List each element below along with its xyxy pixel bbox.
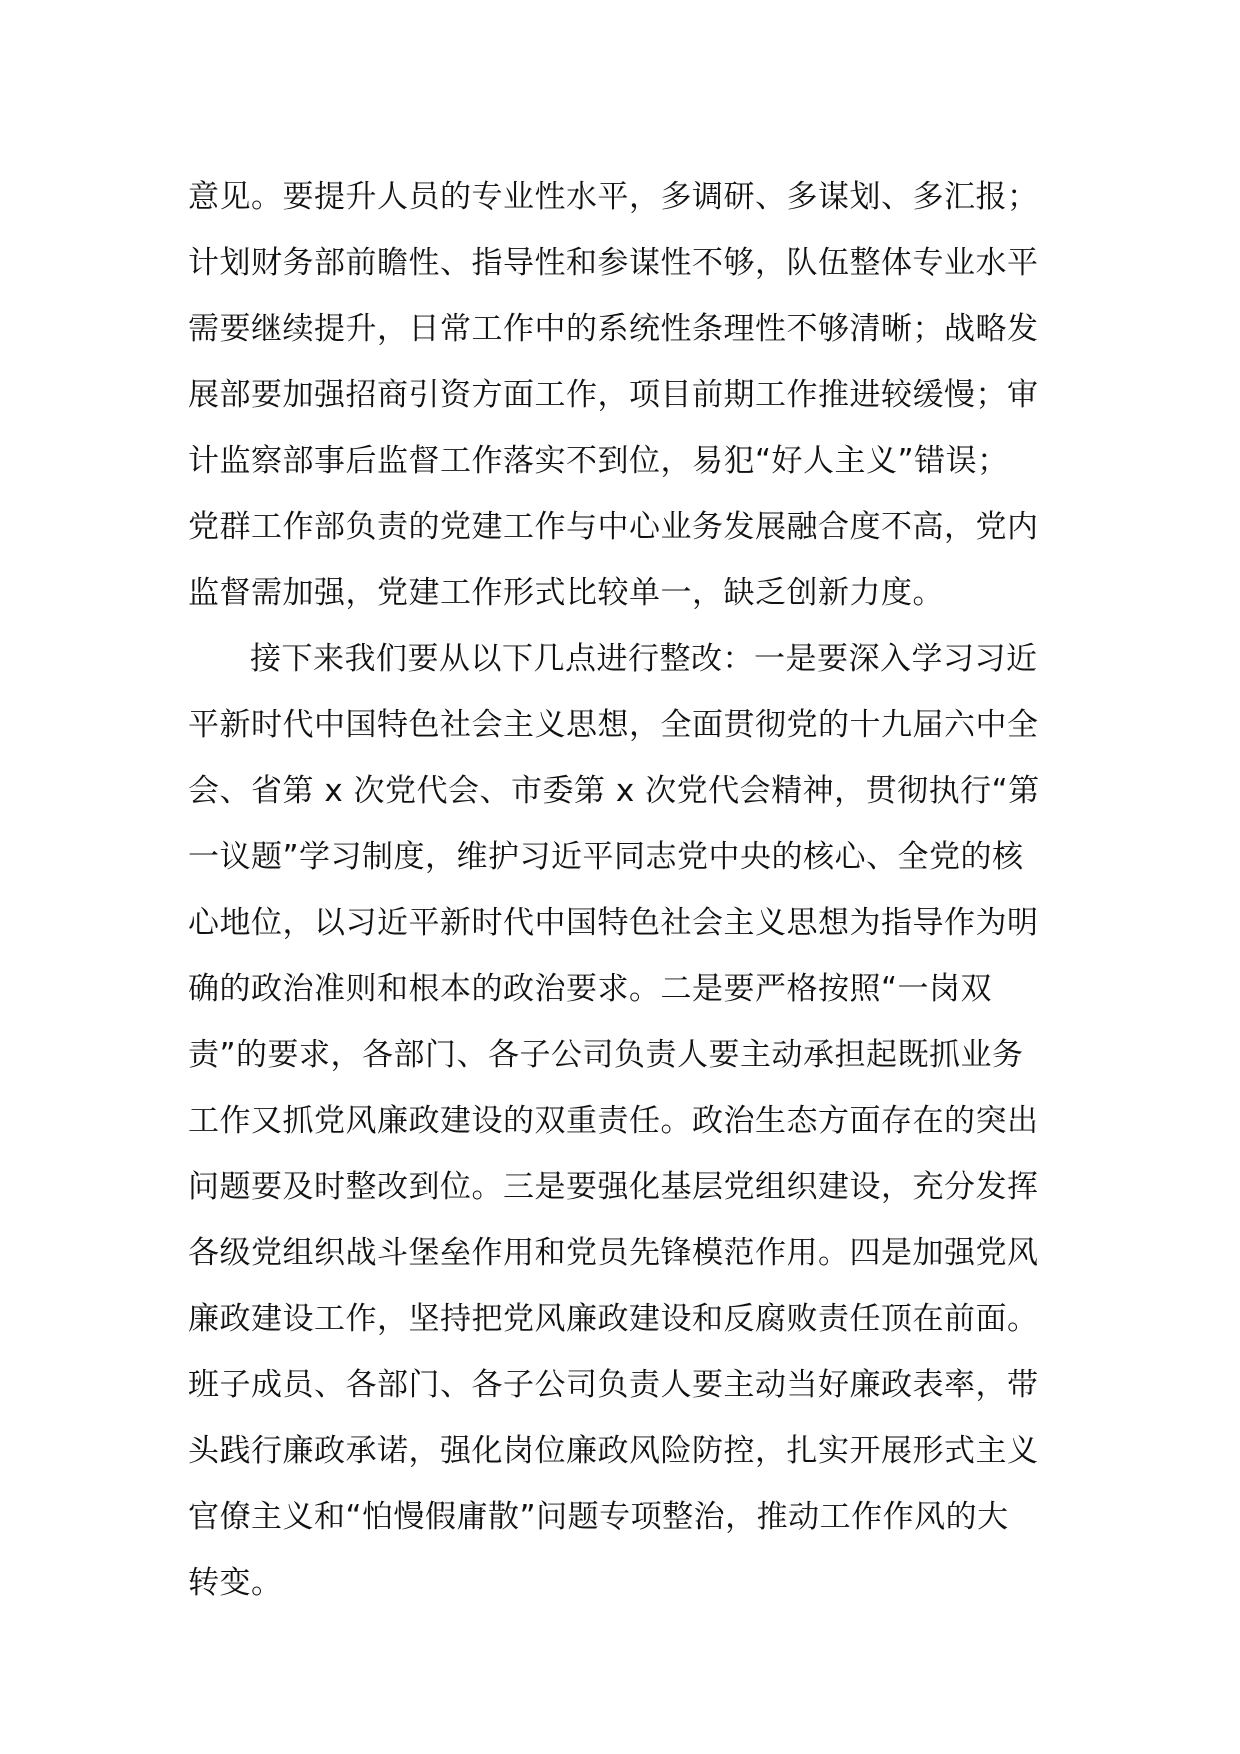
paragraph-line: 确的政治准则和根本的政治要求。二是要严格按照“一岗双	[188, 971, 993, 1007]
paragraph-line: 一议题”学习制度，维护习近平同志党中央的核心、全党的核	[188, 839, 1024, 875]
paragraph-line: 心地位，以习近平新时代中国特色社会主义思想为指导作为明	[188, 905, 1039, 941]
paragraph-line: 会、省第 x 次党代会、市委第 x 次党代会精神，贯彻执行“第	[188, 773, 1040, 809]
paragraph-line: 官僚主义和“怕慢假庸散”问题专项整治，推动工作作风的大	[188, 1499, 1009, 1535]
paragraph-line: 各级党组织战斗堡垒作用和党员先锋模范作用。四是加强党风	[188, 1235, 1039, 1271]
paragraph-line: 需要继续提升，日常工作中的系统性条理性不够清晰；战略发	[188, 311, 1039, 347]
paragraph-line: 意见。要提升人员的专业性水平，多调研、多谋划、多汇报；	[188, 179, 1039, 215]
document-body	[188, 164, 1060, 1616]
paragraph-line: 工作又抓党风廉政建设的双重责任。政治生态方面存在的突出	[188, 1103, 1039, 1139]
paragraph-2	[188, 626, 1060, 1616]
paragraph-line-first: 接下来我们要从以下几点进行整改：一是要深入学习习近	[250, 641, 1038, 677]
paragraph-line: 展部要加强招商引资方面工作，项目前期工作推进较缓慢；审	[188, 377, 1039, 413]
paragraph-1	[188, 164, 1060, 626]
paragraph-line: 党群工作部负责的党建工作与中心业务发展融合度不高，党内	[188, 509, 1039, 545]
paragraph-line: 责”的要求，各部门、各子公司负责人要主动承担起既抓业务	[188, 1037, 1024, 1073]
paragraph-line: 计监察部事后监督工作落实不到位，易犯“好人主义”错误；	[188, 443, 1009, 479]
paragraph-line: 班子成员、各部门、各子公司负责人要主动当好廉政表率，带	[188, 1367, 1039, 1403]
paragraph-line: 监督需加强，党建工作形式比较单一，缺乏创新力度。	[188, 575, 944, 611]
paragraph-line: 转变。	[188, 1565, 283, 1601]
paragraph-line: 计划财务部前瞻性、指导性和参谋性不够，队伍整体专业水平	[188, 245, 1039, 281]
paragraph-line: 廉政建设工作，坚持把党风廉政建设和反腐败责任顶在前面。	[188, 1301, 1039, 1337]
paragraph-line: 问题要及时整改到位。三是要强化基层党组织建设，充分发挥	[188, 1169, 1039, 1205]
paragraph-line: 头践行廉政承诺，强化岗位廉政风险防控，扎实开展形式主义	[188, 1433, 1039, 1469]
paragraph-line: 平新时代中国特色社会主义思想，全面贯彻党的十九届六中全	[188, 707, 1039, 743]
